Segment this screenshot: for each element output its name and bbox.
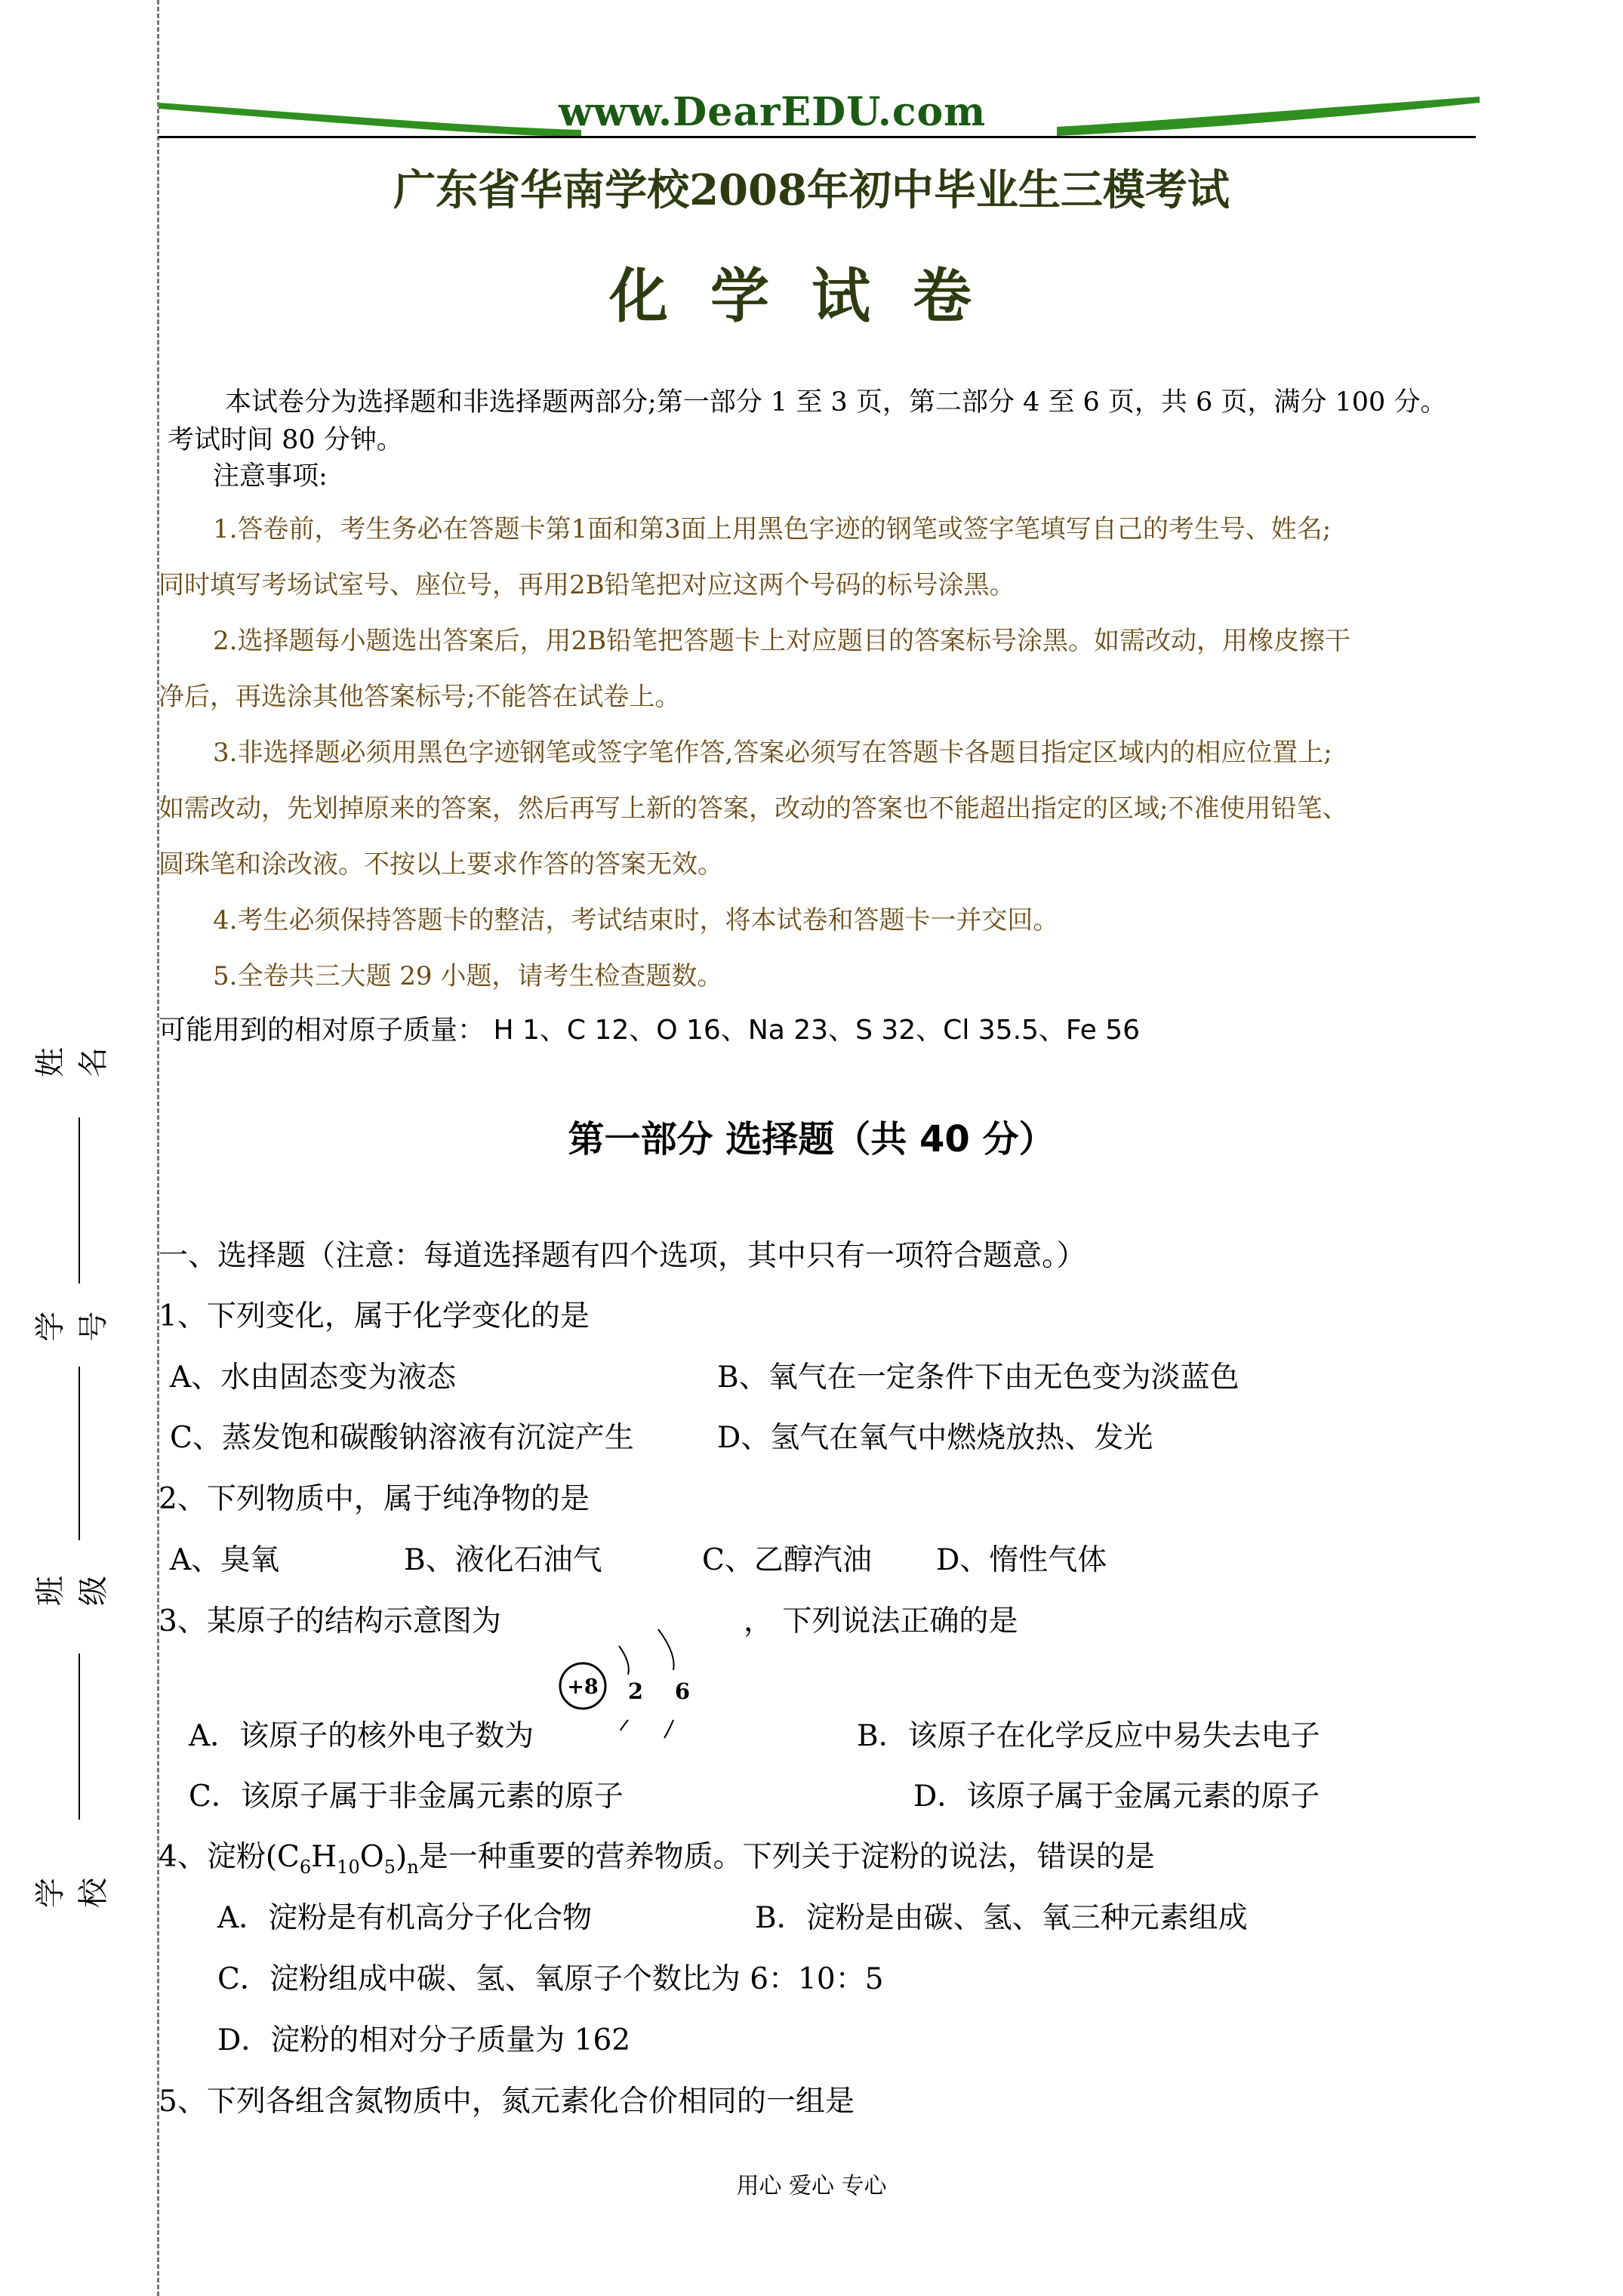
electron-shell-arc	[658, 1629, 674, 1670]
student-id-label: 学号	[33, 1311, 111, 1342]
question-1-option-c: C、蒸发饱和碳酸钠溶液有沉淀产生	[170, 1421, 634, 1455]
question-2-option-a: A、臭氧	[170, 1543, 280, 1577]
question-1-option-a: A、水由固态变为液态	[170, 1361, 457, 1395]
notice-line: 如需改动，先划掉原来的答案，然后再写上新的答案，改动的答案也不能超出指定的区域;不准使用铅笔、	[159, 794, 1348, 824]
question-1-option-b: B、氧气在一定条件下由无色变为淡蓝色	[717, 1361, 1240, 1395]
question-2-option-d: D、惰性气体	[936, 1543, 1107, 1577]
school-label: 学校	[33, 1878, 111, 1908]
question-3-option-a: A．该原子的核外电子数为	[189, 1719, 534, 1753]
electron-shell-arc	[621, 1720, 628, 1730]
question-3-stem: 3、某原子的结构示意图为	[159, 1604, 501, 1638]
atom-structure-diagram	[544, 1623, 710, 1744]
question-4-option-d: D．淀粉的相对分子质量为 162	[217, 2023, 631, 2057]
page-footer: 用心 爱心 专心	[736, 2173, 887, 2199]
site-logo-text: www.DearEDU.com	[559, 89, 987, 135]
question-1-option-d: D、氢气在氧气中燃烧放热、发光	[717, 1421, 1153, 1455]
question-4-option-a: A．淀粉是有机高分子化合物	[217, 1901, 593, 1935]
notice-heading: 注意事项:	[213, 461, 328, 492]
question-2-stem: 2、下列物质中，属于纯净物的是	[159, 1482, 590, 1516]
notice-line: 3.非选择题必须用黑色字迹钢笔或签字笔作答,答案必须写在答题卡各题目指定区域内的相应位置上;	[213, 738, 1332, 768]
nucleus-charge: +8	[567, 1675, 599, 1699]
question-2-option-c: C、乙醇汽油	[702, 1543, 872, 1577]
question-5-stem: 5、下列各组含氮物质中，氮元素化合价相同的一组是	[159, 2085, 855, 2119]
notice-line: 1.答卷前，考生务必在答题卡第1面和第3面上用黑色字迹的钢笔或签字笔填写自己的考生号、姓名;	[213, 514, 1332, 544]
question-4-option-b: B．淀粉是由碳、氢、氧三种元素组成	[755, 1901, 1248, 1935]
intro-line-2: 考试时间 80 分钟。	[168, 425, 403, 455]
question-2-option-b: B、液化石油气	[404, 1543, 602, 1577]
id-blank-line	[79, 1367, 80, 1540]
notice-line: 同时填写考场试室号、座位号，再用2B铅笔把对应这两个号码的标号涂黑。	[159, 570, 1015, 600]
name-label: 姓名	[33, 1047, 111, 1077]
section-heading: 一、选择题（注意：每道选择题有四个选项，其中只有一项符合题意。）	[159, 1239, 1086, 1273]
notice-line: 净后，再选涂其他答案标号;不能答在试卷上。	[159, 682, 681, 712]
question-3-option-c: C．该原子属于非金属元素的原子	[189, 1780, 624, 1814]
class-blank-line	[79, 1653, 80, 1820]
exam-subtitle: 化学试卷	[608, 262, 1014, 331]
header-rule	[159, 136, 1476, 138]
intro-line-1: 本试卷分为选择题和非选择题两部分;第一部分 1 至 3 页，第二部分 4 至 6 页，共 6 页，满分 100 分。	[225, 387, 1447, 418]
exam-title: 广东省华南学校2008年初中毕业生三模考试	[393, 165, 1230, 215]
part-one-title: 第一部分 选择题（共 40 分）	[568, 1118, 1055, 1160]
electron-shell-arc	[619, 1646, 629, 1675]
question-3-option-d: D．该原子属于金属元素的原子	[913, 1780, 1320, 1814]
shell-1-electrons: 2	[627, 1678, 644, 1704]
question-1-stem: 1、下列变化，属于化学变化的是	[159, 1299, 590, 1333]
question-4-option-c: C．淀粉组成中碳、氢、氧原子个数比为 6：10：5	[217, 1962, 884, 1996]
atomic-masses: 可能用到的相对原子质量： H 1、C 12、O 16、Na 23、S 32、Cl 35.5、Fe 56	[159, 1015, 1141, 1046]
electron-shell-arc	[664, 1720, 673, 1738]
class-label: 班级	[33, 1576, 111, 1606]
shell-2-electrons: 6	[674, 1678, 691, 1704]
question-3-option-b: B．该原子在化学反应中易失去电子	[857, 1719, 1320, 1753]
notice-line: 圆珠笔和涂改液。不按以上要求作答的答案无效。	[159, 849, 723, 880]
notice-line: 4.考生必须保持答题卡的整洁，考试结束时，将本试卷和答题卡一并交回。	[213, 905, 1059, 935]
question-4-stem: 4、淀粉$(C_6H_{10}O_5)_n$是一种重要的营养物质。下列关于淀粉的说法，错误的是	[159, 1840, 1155, 1878]
notice-line: 5.全卷共三大题 29 小题，请考生检查题数。	[213, 961, 723, 991]
question-3-stem-tail: ， 下列说法正确的是	[744, 1604, 1018, 1638]
notice-line: 2.选择题每小题选出答案后，用2B铅笔把答题卡上对应题目的答案标号涂黑。如需改动，用橡皮擦干	[213, 626, 1351, 656]
